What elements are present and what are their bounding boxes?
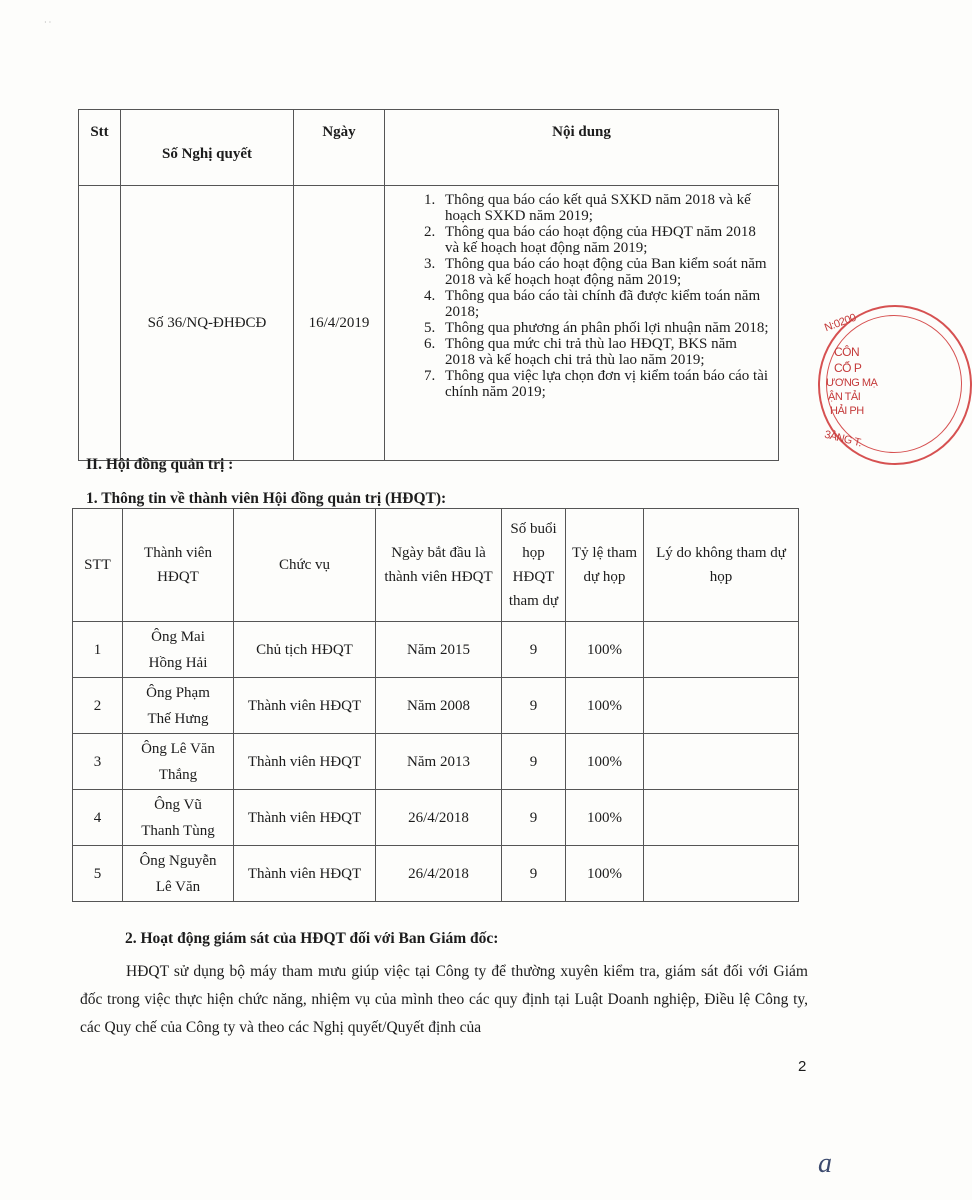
member-name-line: Ông Vũ — [154, 796, 202, 813]
stamp-text: 3ÀNG T. — [823, 428, 863, 450]
member-name-line: Ông Mai — [151, 628, 205, 645]
member-attendance-rate: 100% — [566, 678, 644, 734]
member-name-line: Hồng Hải — [148, 654, 208, 671]
member-stt: 3 — [73, 734, 123, 790]
member-absence-reason — [644, 678, 799, 734]
header-meetings: Số buổi họp HĐQT tham dự — [502, 509, 566, 622]
subsection-heading-supervision: 2. Hoạt động giám sát của HĐQT đối với Ban Giám đốc: — [125, 930, 499, 947]
handwritten-initial: a — [818, 1148, 832, 1179]
list-item: 5. Thông qua phương án phân phối lợi nhuận năm 2018; — [439, 320, 770, 336]
member-name-line: Thế Hưng — [147, 710, 209, 727]
member-name — [123, 790, 234, 846]
member-name-line: Thắng — [158, 766, 198, 783]
member-stt: 4 — [73, 790, 123, 846]
content-list — [385, 192, 770, 400]
member-position: Thành viên HĐQT — [234, 790, 376, 846]
section-heading: II. Hội đồng quản trị : — [86, 456, 234, 473]
member-attendance-rate: 100% — [566, 790, 644, 846]
table-row — [73, 678, 799, 734]
stamp-text: CÔN — [834, 345, 860, 359]
header-resolution-number: Số Nghị quyết — [121, 110, 294, 186]
member-meetings: 9 — [502, 790, 566, 846]
list-item: 1. Thông qua báo cáo kết quả SXKD năm 2018 và kế hoạch SXKD năm 2019; — [439, 192, 770, 224]
member-meetings: 9 — [502, 846, 566, 902]
resolution-number: Số 36/NQ-ĐHĐCĐ — [121, 186, 294, 461]
stamp-text: ẬN TẢI — [828, 391, 861, 403]
list-item: 6. Thông qua mức chi trả thù lao HĐQT, BKS năm 2018 và kế hoạch chi trả thù lao năm 2019; — [439, 336, 770, 368]
header-date: Ngày — [294, 110, 385, 186]
table-row — [73, 622, 799, 678]
member-start-date: 26/4/2018 — [376, 846, 502, 902]
header-content: Nội dung — [385, 110, 779, 186]
subsection-heading-members: 1. Thông tin về thành viên Hội đồng quản trị (HĐQT): — [86, 490, 447, 507]
resolutions-header-row — [79, 110, 779, 186]
header-member: Thành viên HĐQT — [123, 509, 234, 622]
stamp-text: HẢI PH — [830, 405, 864, 417]
member-absence-reason — [644, 846, 799, 902]
row-stt — [79, 186, 121, 461]
member-stt: 1 — [73, 622, 123, 678]
table-row — [73, 734, 799, 790]
member-absence-reason — [644, 622, 799, 678]
member-attendance-rate: 100% — [566, 846, 644, 902]
member-name — [123, 734, 234, 790]
table-row — [79, 186, 779, 461]
member-start-date: Năm 2013 — [376, 734, 502, 790]
list-item: 3. Thông qua báo cáo hoạt động của Ban kiểm soát năm 2018 và kế hoạch hoạt động năm 2019; — [439, 256, 770, 288]
header-attendance-rate: Tỷ lệ tham dự họp — [566, 509, 644, 622]
list-item: 7. Thông qua việc lựa chọn đơn vị kiểm toán báo cáo tài chính năm 2019; — [439, 368, 770, 400]
header-absence-reason: Lý do không tham dự họp — [644, 509, 799, 622]
members-table — [72, 508, 799, 902]
member-name — [123, 678, 234, 734]
member-position: Chủ tịch HĐQT — [234, 622, 376, 678]
body-paragraph: HĐQT sử dụng bộ máy tham mưu giúp việc tại Công ty để thường xuyên kiểm tra, giám sát đối với Giám đốc trong việc thực hiện chức năng, nhiệm vụ của mình theo các quy định tại Luật Doanh nghiệp, Điều lệ Công ty, các Quy chế của Công ty và theo các Nghị quyết/Quyết định của — [80, 963, 808, 1036]
stamp-text: CỔ P — [834, 361, 862, 375]
members-header-row — [73, 509, 799, 622]
member-meetings: 9 — [502, 678, 566, 734]
member-name — [123, 846, 234, 902]
resolutions-table — [78, 109, 779, 461]
member-attendance-rate: 100% — [566, 622, 644, 678]
resolution-date: 16/4/2019 — [294, 186, 385, 461]
member-position: Thành viên HĐQT — [234, 734, 376, 790]
member-absence-reason — [644, 790, 799, 846]
member-start-date: Năm 2015 — [376, 622, 502, 678]
header-position: Chức vụ — [234, 509, 376, 622]
member-name — [123, 622, 234, 678]
header-stt: Stt — [79, 110, 121, 186]
page-number: 2 — [798, 1058, 807, 1075]
table-row — [73, 790, 799, 846]
member-name-line: Lê Văn — [155, 878, 201, 895]
member-absence-reason — [644, 734, 799, 790]
member-start-date: 26/4/2018 — [376, 790, 502, 846]
header-stt: STT — [73, 509, 123, 622]
list-item: 4. Thông qua báo cáo tài chính đã được kiểm toán năm 2018; — [439, 288, 770, 320]
member-start-date: Năm 2008 — [376, 678, 502, 734]
member-position: Thành viên HĐQT — [234, 846, 376, 902]
table-row — [73, 846, 799, 902]
member-meetings: 9 — [502, 734, 566, 790]
stamp-text: N:0200 — [822, 311, 858, 335]
member-meetings: 9 — [502, 622, 566, 678]
header-start-date: Ngày bắt đầu là thành viên HĐQT — [376, 509, 502, 622]
stamp-text: ƯƠNG MẠ — [826, 377, 878, 389]
scan-mark: · · — [44, 18, 52, 27]
member-name-line: Ông Nguyễn — [139, 852, 217, 869]
member-name-line: Ông Lê Văn — [141, 740, 215, 757]
list-item: 2. Thông qua báo cáo hoạt động của HĐQT năm 2018 và kế hoạch hoạt động năm 2019; — [439, 224, 770, 256]
member-stt: 2 — [73, 678, 123, 734]
company-stamp — [810, 305, 878, 463]
member-name-line: Ông Phạm — [146, 684, 210, 701]
member-attendance-rate: 100% — [566, 734, 644, 790]
member-position: Thành viên HĐQT — [234, 678, 376, 734]
member-stt: 5 — [73, 846, 123, 902]
resolution-content — [385, 186, 779, 461]
member-name-line: Thanh Tùng — [141, 822, 215, 839]
